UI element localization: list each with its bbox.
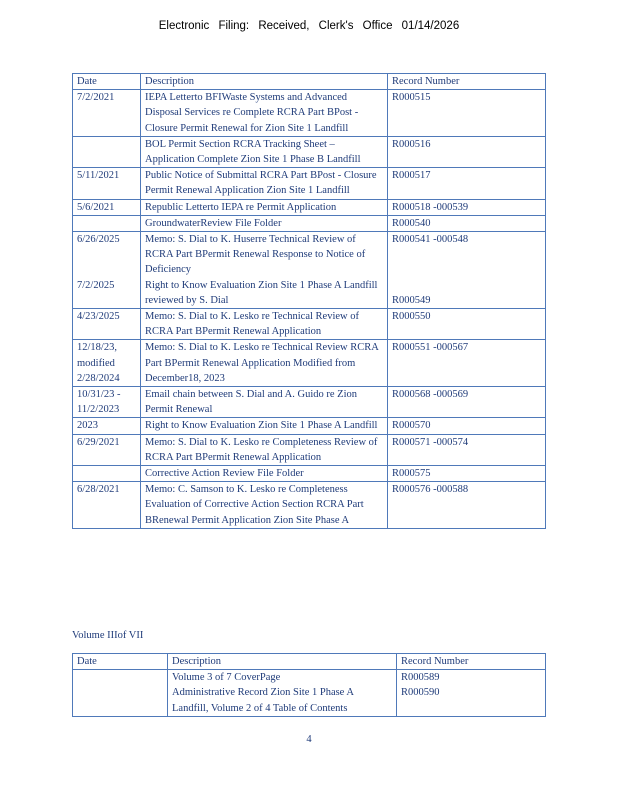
description-cell <box>141 232 388 309</box>
table-row <box>73 199 546 215</box>
filing-stamp-header: Electronic Filing: Received, Clerk's Office 01/14/2026 <box>158 20 460 32</box>
date-text: 5/11/2021 <box>77 170 120 182</box>
date-cell <box>73 199 141 215</box>
table-row <box>73 136 546 167</box>
description-text: Public Notice of Submittal RCRA Part BPost - Closure Permit Renewal Application Zion Site 1 Landfill <box>145 170 377 197</box>
description-text: Memo: S. Dial to K. Lesko re Completeness Review of RCRA Part BPermit Renewal Application <box>145 436 378 463</box>
record-number-cell <box>388 482 546 529</box>
column-header-date: Date <box>73 74 141 90</box>
date-text: 12/18/23, modified 2/28/2024 <box>77 342 120 384</box>
description-cell <box>141 387 388 418</box>
table-row <box>73 466 546 482</box>
description-cell <box>141 168 388 199</box>
description-text: Right to Know Evaluation Zion Site 1 Phase A Landfill <box>145 420 378 432</box>
description-cell <box>141 418 388 434</box>
date-text: 5/6/2021 <box>77 201 115 213</box>
description-text: GroundwaterReview File Folder <box>145 217 282 229</box>
column-header-description: Description <box>141 74 388 90</box>
date-text: 7/2/2021 <box>77 92 115 104</box>
column-header-record-number: Record Number <box>397 654 546 670</box>
record-number-text: R000551 -000567 <box>392 342 469 354</box>
table-row <box>73 232 546 309</box>
cell-spacer <box>392 262 541 277</box>
record-number-cell <box>388 136 546 167</box>
record-number-cell <box>388 168 546 199</box>
table-row <box>73 90 546 137</box>
records-table-1 <box>72 73 546 529</box>
date-cell <box>73 232 141 309</box>
date-cell <box>73 387 141 418</box>
record-number-cell <box>388 199 546 215</box>
date-text: 6/29/2021 <box>77 436 120 448</box>
description-cell <box>141 90 388 137</box>
date-text: 2023 <box>77 420 98 432</box>
record-number-text: R000576 -000588 <box>392 484 469 496</box>
record-number-cell <box>388 466 546 482</box>
date-cell <box>73 482 141 529</box>
description-cell <box>168 670 397 717</box>
record-number-text: R000571 -000574 <box>392 436 469 448</box>
description-cell <box>141 482 388 529</box>
table-row <box>73 340 546 387</box>
cell-spacer <box>392 247 541 262</box>
date-cell <box>73 215 141 231</box>
description-cell <box>141 434 388 465</box>
table-row <box>73 418 546 434</box>
date-text: 4/23/2025 <box>77 311 120 323</box>
description-cell <box>141 309 388 340</box>
record-number-cell <box>397 670 546 717</box>
description-text: Memo: S. Dial to K. Lesko re Technical Review RCRA Part BPermit Renewal Application Modified from December18, 2023 <box>145 342 379 384</box>
record-number-cell <box>388 340 546 387</box>
description-cell <box>141 136 388 167</box>
date-text: 7/2/2025 <box>77 279 115 291</box>
description-text: BOL Permit Section RCRA Tracking Sheet – Application Complete Zion Site 1 Phase B Landfill <box>145 138 361 166</box>
cell-spacer <box>392 278 541 293</box>
record-number-text: R000568 -000569 <box>392 389 469 401</box>
table-row <box>73 387 546 418</box>
table-row <box>73 168 546 199</box>
description-text: Memo: S. Dial to K. Huserre Technical Review of RCRA Part BPermit Renewal Response to Notice of Deficiency <box>145 234 366 276</box>
column-header-date: Date <box>73 654 168 670</box>
description-text: Republic Letterto IEPA re Permit Application <box>145 201 337 213</box>
date-cell <box>73 418 141 434</box>
description-cell <box>141 215 388 231</box>
date-text: 6/26/2025 <box>77 234 120 246</box>
record-number-text: R000550 <box>392 311 431 323</box>
date-cell <box>73 90 141 137</box>
description-text: Corrective Action Review File Folder <box>145 468 304 480</box>
date-cell <box>73 340 141 387</box>
record-number-cell <box>388 215 546 231</box>
table-row <box>73 482 546 529</box>
record-number-text: R000590 <box>401 687 440 699</box>
description-text: Email chain between S. Dial and A. Guido re Zion Permit Renewal <box>145 389 357 416</box>
description-cell <box>141 340 388 387</box>
table-row <box>73 434 546 465</box>
record-number-text: R000515 <box>392 92 431 104</box>
cell-spacer <box>77 262 136 277</box>
cell-spacer <box>77 247 136 262</box>
date-text: 6/28/2021 <box>77 484 120 496</box>
description-text: Memo: C. Samson to K. Lesko re Completeness Evaluation of Corrective Action Section RCRA Part BRenewal Permit Application Zion Site Phase A <box>145 484 364 526</box>
record-number-cell <box>388 90 546 137</box>
description-text: Right to Know Evaluation Zion Site 1 Phase A Landfill reviewed by S. Dial <box>145 279 378 306</box>
date-cell <box>73 670 168 717</box>
description-cell <box>141 199 388 215</box>
date-text: 10/31/23 - 11/2/2023 <box>77 389 121 416</box>
record-number-cell <box>388 309 546 340</box>
table-header-row <box>73 654 546 670</box>
record-number-cell <box>388 434 546 465</box>
description-text: Volume 3 of 7 CoverPage <box>172 672 281 684</box>
record-number-text: R000518 -000539 <box>392 201 469 213</box>
table-row <box>73 309 546 340</box>
table-row <box>73 670 546 717</box>
column-header-record-number: Record Number <box>388 74 546 90</box>
description-cell <box>141 466 388 482</box>
records-table-2 <box>72 653 546 717</box>
record-number-cell <box>388 387 546 418</box>
record-number-text: R000570 <box>392 420 431 432</box>
date-cell <box>73 168 141 199</box>
record-number-cell <box>388 232 546 309</box>
table-row <box>73 215 546 231</box>
record-number-text: R000589 <box>401 672 440 684</box>
records-table-2-body <box>73 654 546 717</box>
record-number-text: R000516 <box>392 138 431 150</box>
date-cell <box>73 136 141 167</box>
record-number-text: R000540 <box>392 217 431 229</box>
table-header-row <box>73 74 546 90</box>
description-text: Memo: S. Dial to K. Lesko re Technical Review of RCRA Part BPermit Renewal Application <box>145 311 359 338</box>
date-cell <box>73 434 141 465</box>
description-text: IEPA Letterto BFIWaste Systems and Advanced Disposal Services re Complete RCRA Part BPost -Closure Permit Renewal for Zion Site 1 Landfill <box>145 92 359 134</box>
record-number-text: R000575 <box>392 468 431 480</box>
record-number-cell <box>388 418 546 434</box>
record-number-text: R000549 <box>392 294 431 306</box>
description-text: Administrative Record Zion Site 1 Phase A Landfill, Volume 2 of 4 Table of Contents <box>172 687 354 714</box>
record-number-text: R000517 <box>392 170 431 182</box>
date-cell <box>73 309 141 340</box>
record-number-text: R000541 -000548 <box>392 234 469 246</box>
records-table-1-body <box>73 74 546 529</box>
page-number: 4 <box>306 734 312 745</box>
volume-label: Volume IIIof VII <box>72 630 144 641</box>
column-header-description: Description <box>168 654 397 670</box>
date-cell <box>73 466 141 482</box>
